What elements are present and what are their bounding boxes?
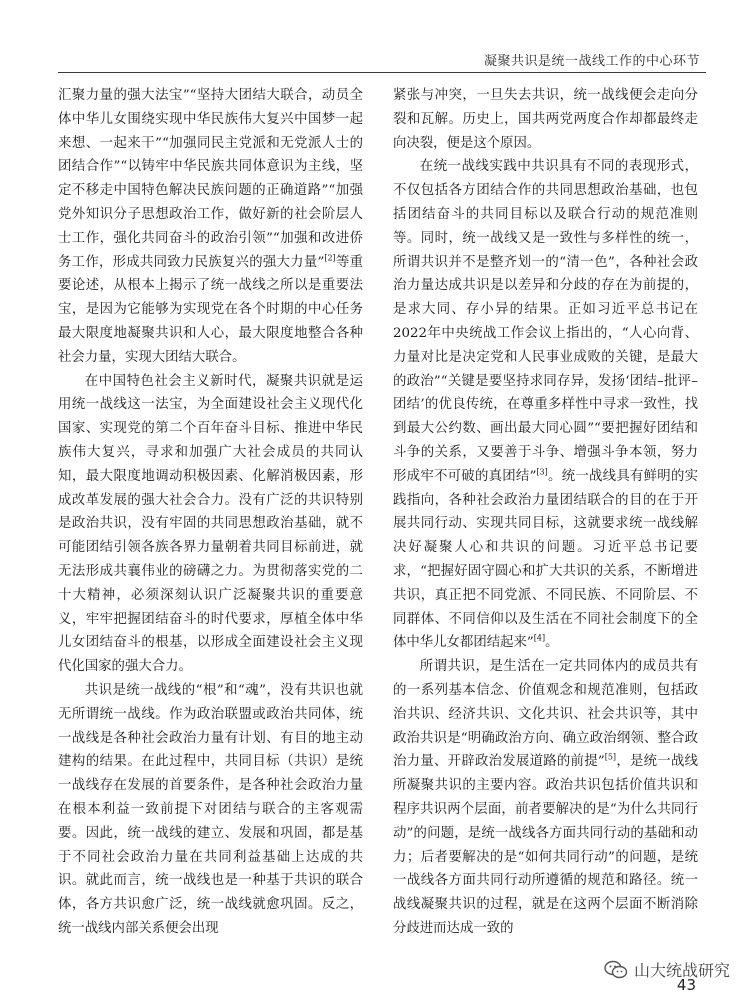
right-column [393,84,698,941]
watermark-text: 山大统战研究 [634,961,731,980]
citation-marker: [4] [533,633,546,643]
running-header-title: 凝聚共识是统一战线工作的中心环节 [483,54,700,69]
wechat-icon [604,960,628,980]
paragraph: 共识是统一战线的“根”和“魂”，没有共识也就无所谓统一战线。作为政治联盟或政治共同体，统一战线是各种社会政治力量有计划、有目的地主动建构的结果。在此过程中，共同目标（共识）是统一战线存在发展的首要条件，是各种社会政治力量在根本利益一致前提下对团结与联合的主客观需要。因此，统一战线的建立、发展和巩固，都是基于不同社会政治力量在共同利益基础上达成的共识。就此而言，统一战线也是一种基于共识的联合体，各方共识愈广泛，统一战线就愈巩固。反之，统一战线内部关系便会出现 [58,682,363,936]
header-divider [58,72,706,73]
paragraph: 紧张与冲突，一旦失去共识，统一战线便会走向分裂和瓦解。历史上，国共两党两度合作却都最终走向决裂，便是这个原因。 [393,88,698,151]
paragraph: 在中国特色社会主义新时代，凝聚共识就是运用统一战线这一法宝，为全面建设社会主义现代化国家、实现党的第二个百年奋斗目标、推进中华民族伟大复兴，寻求和加强广大社会成员的共同认知，最大限度地调动积极因素、化解消极因素，形成改革发展的强大社会合力。没有广泛的共识特别是政治共识，没有牢固的共同思想政治基础，就不可能团结引领各族各界力量朝着共同目标前进，就无法形成共襄伟业的磅礴之力。为贯彻落实党的二十大精神，必须深刻认识广泛凝聚共识的重要意义，牢牢把握团结奋斗的时代要求，厚植全体中华儿女团结奋斗的根基，以形成全面建设社会主义现代化国家的强大合力。 [58,373,363,675]
paragraph: 在统一战线实践中共识具有不同的表现形式，不仅包括各方团结合作的共同思想政治基础，也包括团结奋斗的共同目标以及联合行动的规范准则等。同时，统一战线又是一致性与多样性的统一，所谓共识并不是整齐划一的“清一色”，各种社会政治力量达成共识是以差异和分歧的存在为前提的，是求大同、存小异的结果。正如习近平总书记在2022年中央统战工作会议上指出的，“人心向背、力量对比是决定党和人民事业成败的关键，是最大的政治”“关键是要坚持求同存异，发扬‘团结–批评–团结’的优良传统，在尊重多样性中寻求一致性，找到最大公约数、画出最大同心圆”“要把握好团结和斗争的关系，又要善于斗争、增强斗争本领，努力形成牢不可破的真团结”[3]。统一战线具有鲜明的实践指向，各种社会政治力量团结联合的目的在于开展共同行动、实现共同目标，这就要求统一战线解决好凝聚人心和共识的问题。习近平总书记要求，“把握好固守圆心和扩大共识的关系，不断增进共识，真正把不同党派、不同民族、不同阶层、不同群体、不同信仰以及生活在不同社会制度下的全体中华儿女都团结起来”[4]。 [393,159,698,651]
citation-marker: [3] [536,467,548,477]
watermark [604,958,730,981]
page-number: 43 [676,976,696,994]
citation-marker: [2] [324,253,336,263]
paragraph: 所谓共识，是生活在一定共同体内的成员共有的一系列基本信念、价值观念和规范准则，包括政治共识、经济共识、文化共识、社会共识等，其中政治共识是“明确政治方向、确立政治纲领、整合政治力量、开辟政治发展道路的前提”[5]，是统一战线所凝聚共识的主要内容。政治共识包括价值共识和程序共识两个层面，前者要解决的是“为什么共同行动”的问题，是统一战线各方面共同行动的基础和动力；后者要解决的是“如何共同行动”的问题，是统一战线各方面共同行动所遵循的规范和路径。统一战线凝聚共识的过程，就是在这两个层面不断消除分歧进而达成一致的 [393,659,698,936]
citation-marker: [5] [604,752,617,762]
left-column [58,84,363,941]
paragraph: 汇聚力量的强大法宝”“坚持大团结大联合，动员全体中华儿女围绕实现中华民族伟大复兴中国梦一起来想、一起来干”“加强同民主党派和无党派人士的团结合作”“以铸牢中华民族共同体意识为主线，坚定不移走中国特色解决民族问题的正确道路”“加强党外知识分子思想政治工作，做好新的社会阶层人士工作，强化共同奋斗的政治引领”“加强和改进侨务工作，形成共同致力民族复兴的强大力量”[2]等重要论述，从根本上揭示了统一战线之所以是重要法宝，是因为它能够为实现党在各个时期的中心任务最大限度地凝聚共识和人心，最大限度地整合各种社会力量，实现大团结大联合。 [58,88,363,365]
